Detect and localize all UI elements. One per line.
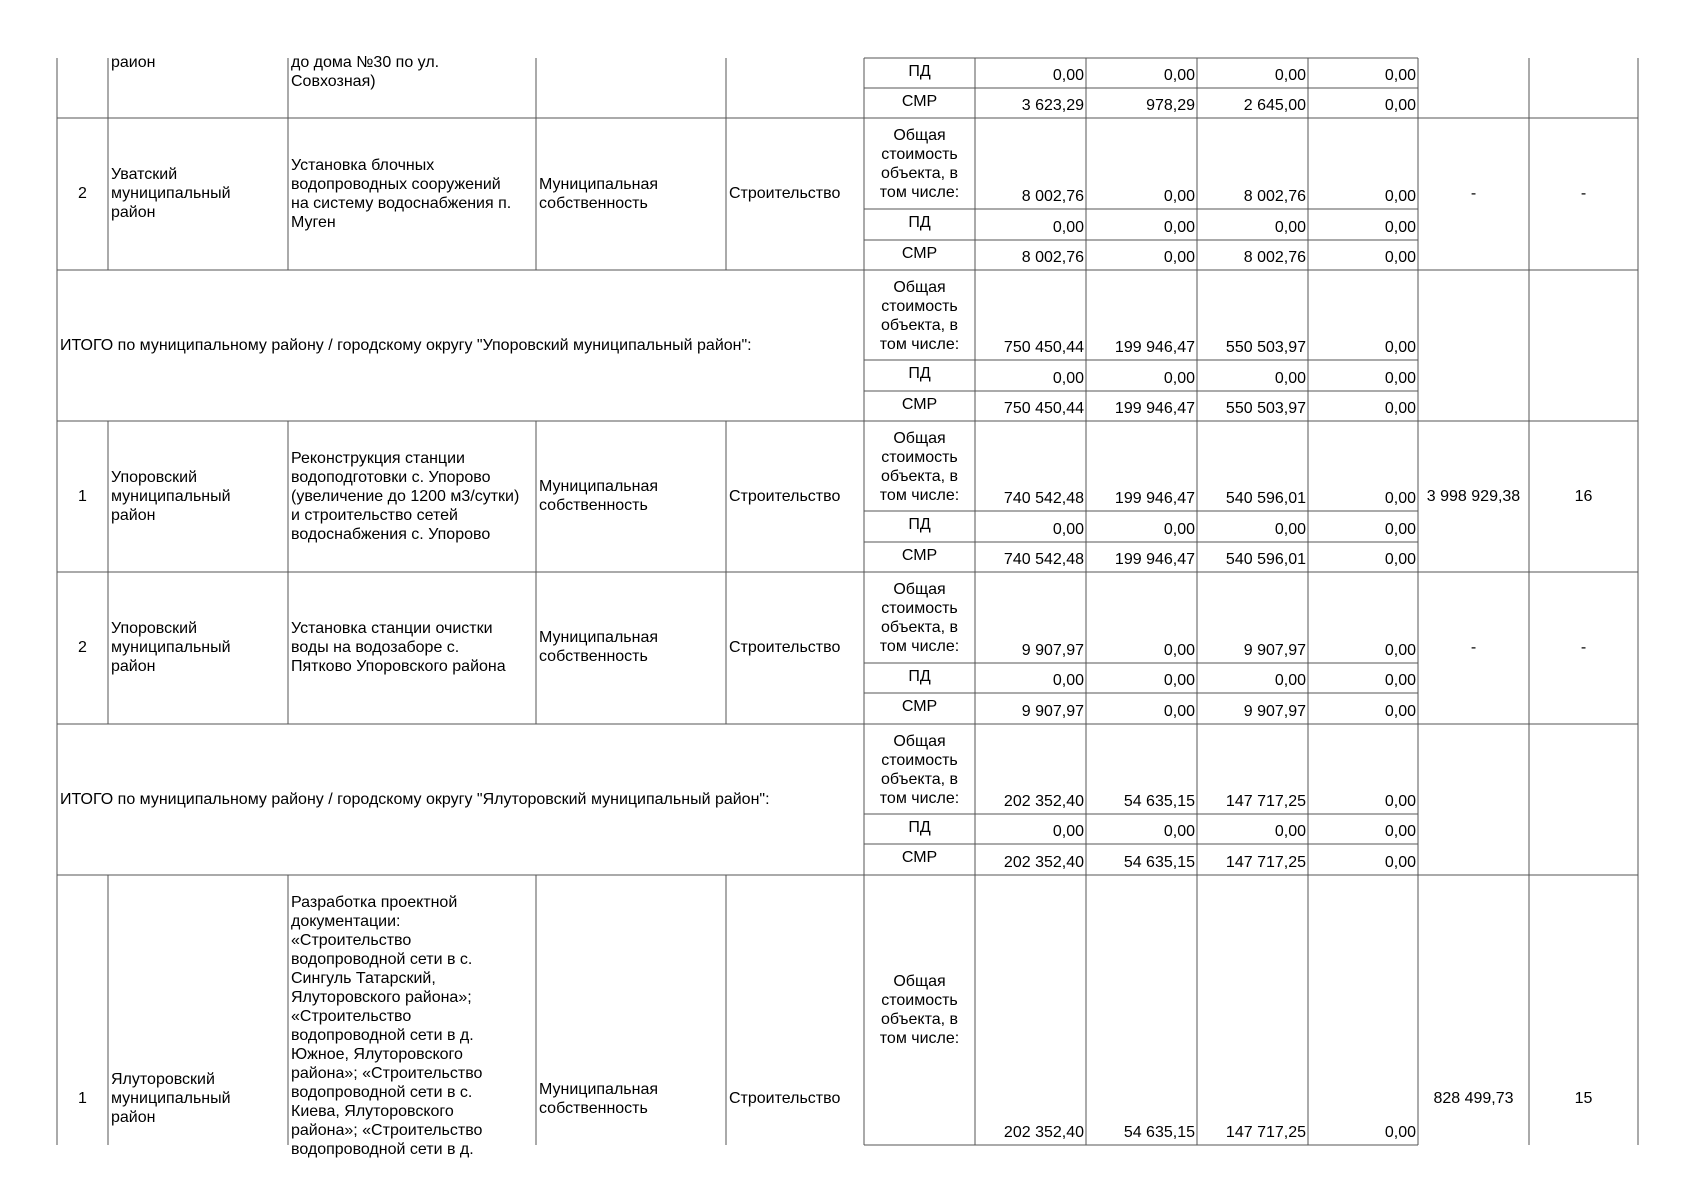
work-type-cell: Строительство xyxy=(729,639,841,656)
cost-value-cell: 8 002,76 xyxy=(1021,249,1084,266)
cost-value-cell: 199 946,47 xyxy=(1114,339,1195,356)
row-number: 1 xyxy=(78,1090,87,1107)
cost-value-cell: 202 352,40 xyxy=(1003,1124,1084,1141)
cost-value-cell: 0,00 xyxy=(1384,370,1416,387)
object-name-cell: до дома №30 по ул. Совхозная) xyxy=(291,54,440,90)
cost-value-cell: 2 645,00 xyxy=(1243,97,1306,114)
cost-value-cell: 202 352,40 xyxy=(1003,854,1084,871)
cost-value-cell: 0,00 xyxy=(1052,67,1084,84)
cost-type-label: ПД xyxy=(908,516,931,533)
cost-value-cell: 3 623,29 xyxy=(1021,97,1084,114)
cost-value-cell: 9 907,97 xyxy=(1021,642,1084,659)
cost-type-label: СМР xyxy=(901,396,938,413)
cost-value-cell: 540 596,01 xyxy=(1225,490,1306,507)
cost-value-cell: 0,00 xyxy=(1163,219,1195,236)
cost-value-cell: 54 635,15 xyxy=(1123,1124,1195,1141)
cost-value-cell: 550 503,97 xyxy=(1225,400,1306,417)
work-type-cell: Строительство xyxy=(729,1090,841,1107)
district-cell: Упоровский муниципальный район xyxy=(111,620,231,675)
cost-type-label: СМР xyxy=(901,698,938,715)
cost-value-cell: 0,00 xyxy=(1384,1124,1416,1141)
cost-value-cell: 9 907,97 xyxy=(1243,703,1306,720)
cost-value-cell: 750 450,44 xyxy=(1003,339,1084,356)
value-cell: 3 998 929,38 xyxy=(1426,488,1521,505)
cost-value-cell: 147 717,25 xyxy=(1225,1124,1306,1141)
cost-type-label: СМР xyxy=(901,93,938,110)
object-name-cell: Установка блочных водопроводных сооружений на систему водоснабжения п. Муген xyxy=(291,157,512,231)
cost-value-cell: 0,00 xyxy=(1384,793,1416,810)
cost-value-cell: 0,00 xyxy=(1384,400,1416,417)
cost-value-cell: 0,00 xyxy=(1274,672,1306,689)
cost-value-cell: 0,00 xyxy=(1384,642,1416,659)
cost-value-cell: 0,00 xyxy=(1052,521,1084,538)
cost-value-cell: 550 503,97 xyxy=(1225,339,1306,356)
cost-value-cell: 199 946,47 xyxy=(1114,490,1195,507)
cost-value-cell: 202 352,40 xyxy=(1003,793,1084,810)
cost-value-cell: 8 002,76 xyxy=(1243,188,1306,205)
cost-value-cell: 0,00 xyxy=(1384,249,1416,266)
object-name-cell: Реконструкция станции водоподготовки с. Упорово (увеличение до 1200 м3/сутки) и строительство сетей водоснабжения с. Упорово xyxy=(291,450,520,543)
district-cell: раион xyxy=(111,54,156,71)
ownership-cell: Муниципальная собственность xyxy=(539,1081,659,1117)
cost-value-cell: 0,00 xyxy=(1163,370,1195,387)
cost-value-cell: 0,00 xyxy=(1052,370,1084,387)
cost-value-cell: 54 635,15 xyxy=(1123,854,1195,871)
cost-value-cell: 0,00 xyxy=(1384,490,1416,507)
cost-value-cell: 0,00 xyxy=(1384,219,1416,236)
district-cell: Ялуторовский муниципальный район xyxy=(111,1071,231,1126)
row-number: 1 xyxy=(78,488,87,505)
district-cell: Уватский муниципальный район xyxy=(111,166,231,221)
value-cell: - xyxy=(1470,639,1477,656)
cost-value-cell: 0,00 xyxy=(1163,703,1195,720)
object-name-cell: Разработка проектной документации: «Строительство водопроводной сети в с. Сингуль Татарский, Ялуторовского района»; «Строительство водопроводной сети в д. Южное, Ялуторовского района»; «Строительство водопроводной сети в с. Киева, Ялуторовского района»; «Строительство водопроводной сети в д. xyxy=(291,894,483,1158)
ownership-cell: Муниципальная собственность xyxy=(539,176,659,212)
cost-value-cell: 0,00 xyxy=(1274,67,1306,84)
cost-value-cell: 9 907,97 xyxy=(1021,703,1084,720)
cost-value-cell: 0,00 xyxy=(1384,97,1416,114)
cost-type-label: СМР xyxy=(901,245,938,262)
cost-value-cell: 740 542,48 xyxy=(1003,490,1084,507)
cost-value-cell: 0,00 xyxy=(1163,249,1195,266)
cost-value-cell: 8 002,76 xyxy=(1243,249,1306,266)
cost-value-cell: 0,00 xyxy=(1274,219,1306,236)
cost-type-label: Общая стоимость объекта, в том числе: xyxy=(879,973,960,1047)
cost-value-cell: 9 907,97 xyxy=(1243,642,1306,659)
cost-type-label: Общая стоимость объекта, в том числе: xyxy=(879,581,960,655)
cost-type-label: Общая стоимость объекта, в том числе: xyxy=(879,430,960,504)
cost-value-cell: 0,00 xyxy=(1384,67,1416,84)
cost-value-cell: 750 450,44 xyxy=(1003,400,1084,417)
value-cell: 16 xyxy=(1574,488,1593,505)
cost-value-cell: 540 596,01 xyxy=(1225,551,1306,568)
cost-value-cell: 0,00 xyxy=(1384,854,1416,871)
cost-type-label: ПД xyxy=(908,214,931,231)
cost-value-cell: 0,00 xyxy=(1384,188,1416,205)
value-cell: 15 xyxy=(1574,1090,1593,1107)
cost-type-label: Общая стоимость объекта, в том числе: xyxy=(879,733,960,807)
cost-value-cell: 0,00 xyxy=(1163,67,1195,84)
cost-type-label: Общая стоимость объекта, в том числе: xyxy=(879,279,960,353)
cost-value-cell: 0,00 xyxy=(1163,521,1195,538)
cost-value-cell: 0,00 xyxy=(1052,823,1084,840)
cost-value-cell: 978,29 xyxy=(1146,97,1195,114)
cost-value-cell: 147 717,25 xyxy=(1225,854,1306,871)
cost-value-cell: 740 542,48 xyxy=(1003,551,1084,568)
value-cell: 828 499,73 xyxy=(1433,1090,1514,1107)
cost-value-cell: 0,00 xyxy=(1384,672,1416,689)
cost-value-cell: 0,00 xyxy=(1274,521,1306,538)
cost-type-label: ПД xyxy=(908,668,931,685)
value-cell: - xyxy=(1470,185,1477,202)
cost-value-cell: 0,00 xyxy=(1163,188,1195,205)
cost-type-label: СМР xyxy=(901,547,938,564)
cost-value-cell: 199 946,47 xyxy=(1114,400,1195,417)
cost-value-cell: 54 635,15 xyxy=(1123,793,1195,810)
cost-type-label: ПД xyxy=(908,365,931,382)
cost-value-cell: 0,00 xyxy=(1163,823,1195,840)
cost-type-label: Общая стоимость объекта, в том числе: xyxy=(879,127,960,201)
ownership-cell: Муниципальная собственность xyxy=(539,629,659,665)
cost-value-cell: 147 717,25 xyxy=(1225,793,1306,810)
row-number: 2 xyxy=(78,185,87,202)
cost-value-cell: 0,00 xyxy=(1163,642,1195,659)
cost-value-cell: 0,00 xyxy=(1052,672,1084,689)
district-cell: Упоровский муниципальный район xyxy=(111,469,231,524)
total-row-label: ИТОГО по муниципальному району / городскому округу "Ялуторовский муниципальный район": xyxy=(60,791,770,808)
cost-type-label: ПД xyxy=(908,63,931,80)
cost-type-label: ПД xyxy=(908,819,931,836)
cost-value-cell: 0,00 xyxy=(1052,219,1084,236)
value-cell: - xyxy=(1580,639,1587,656)
value-cell: - xyxy=(1580,185,1587,202)
cost-value-cell: 199 946,47 xyxy=(1114,551,1195,568)
work-type-cell: Строительство xyxy=(729,488,841,505)
ownership-cell: Муниципальная собственность xyxy=(539,478,659,514)
cost-value-cell: 0,00 xyxy=(1384,823,1416,840)
cost-value-cell: 0,00 xyxy=(1274,823,1306,840)
cost-value-cell: 0,00 xyxy=(1274,370,1306,387)
total-row-label: ИТОГО по муниципальному району / городскому округу "Упоровский муниципальный район": xyxy=(60,337,752,354)
cost-value-cell: 0,00 xyxy=(1384,339,1416,356)
object-name-cell: Установка станции очистки воды на водозаборе с. Пятково Упоровского района xyxy=(291,620,506,675)
cost-type-label: СМР xyxy=(901,849,938,866)
work-type-cell: Строительство xyxy=(729,185,841,202)
cost-value-cell: 8 002,76 xyxy=(1021,188,1084,205)
cost-value-cell: 0,00 xyxy=(1384,521,1416,538)
cost-value-cell: 0,00 xyxy=(1163,672,1195,689)
row-number: 2 xyxy=(78,639,87,656)
cost-value-cell: 0,00 xyxy=(1384,551,1416,568)
cost-value-cell: 0,00 xyxy=(1384,703,1416,720)
